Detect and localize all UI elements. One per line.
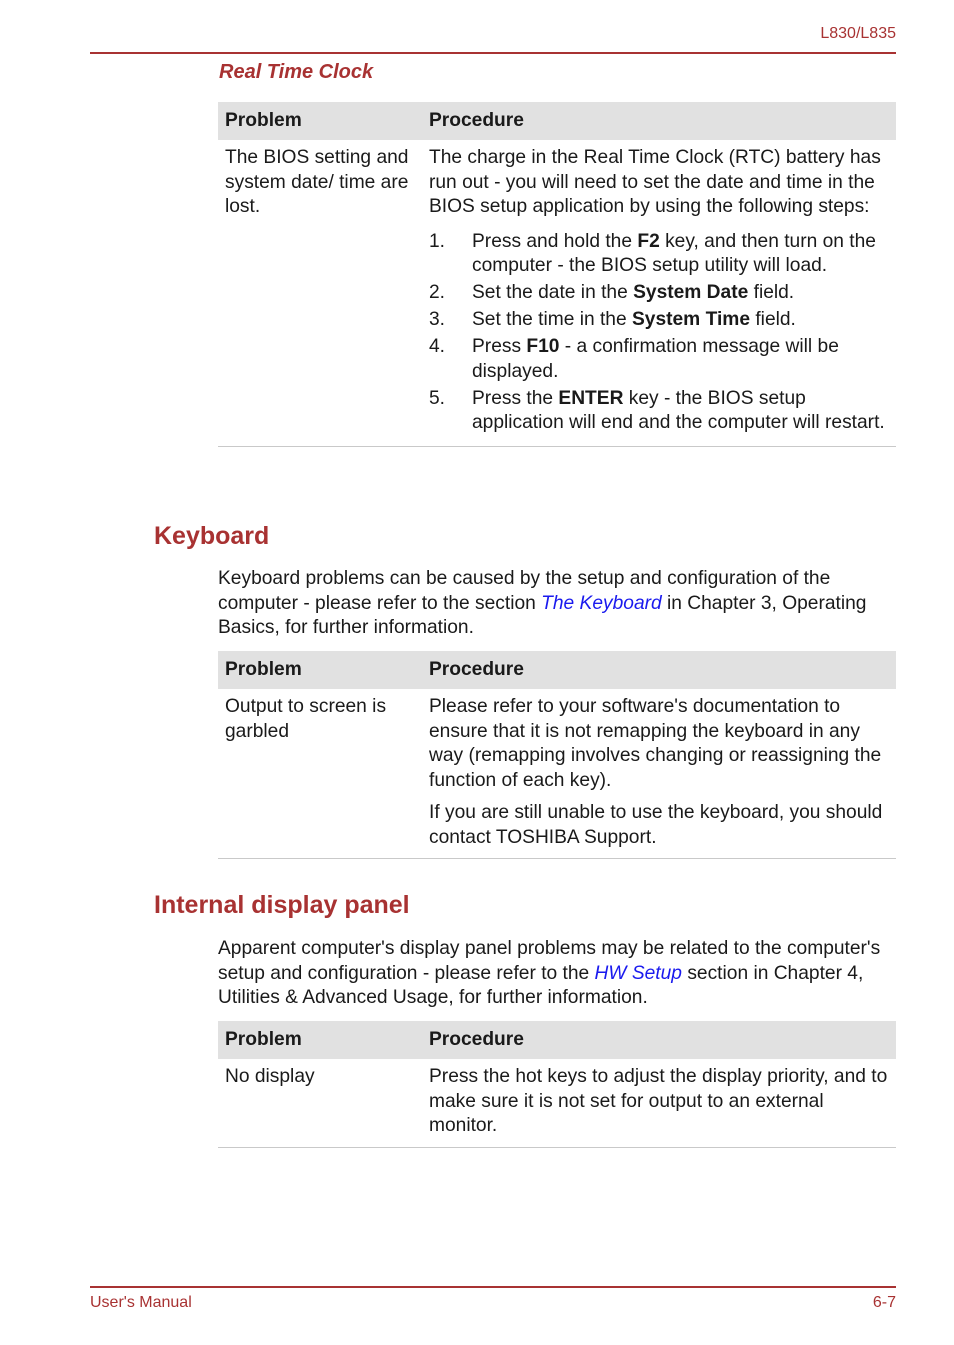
step-text: key - the BIOS setup application will end and the computer will restart. <box>472 387 885 433</box>
rtc-subheading: Real Time Clock <box>219 61 374 83</box>
table-row <box>218 140 896 447</box>
step-key: F10 <box>526 336 560 357</box>
problem-cell <box>218 689 422 859</box>
intro-text: in Chapter 3, Operating Basics, for further information. <box>218 592 867 638</box>
procedure-column-header: Procedure <box>422 651 896 689</box>
header-rule <box>90 52 896 54</box>
intro-text: section in Chapter 4, Utilities & Advanced Usage, for further information. <box>218 962 864 1008</box>
problem-column-header: Problem <box>218 1021 422 1059</box>
step-item <box>429 335 889 384</box>
display-table-header <box>218 1021 896 1059</box>
step-item <box>429 281 889 306</box>
page-number: 6-7 <box>872 1294 896 1311</box>
keyboard-table-header <box>218 651 896 689</box>
step-number: 4. <box>429 336 446 357</box>
step-key: F2 <box>637 230 660 252</box>
keyboard-table <box>218 651 896 859</box>
step-text: field. <box>748 282 795 303</box>
step-key: ENTER <box>558 387 624 409</box>
procedure-intro: The charge in the Real Time Clock (RTC) battery has run out - you will need to set the date and time in the BIOS setup application by using the following steps: <box>429 147 881 217</box>
problem-cell <box>218 140 422 447</box>
step-text: Press and hold the <box>472 230 638 252</box>
hw-setup-link[interactable]: HW Setup <box>594 962 682 984</box>
step-number: 2. <box>429 282 446 303</box>
step-text: - a confirmation message will be displayed. <box>472 336 839 382</box>
document-model-header: L830/L835 <box>820 25 896 42</box>
problem-cell <box>218 1059 422 1147</box>
step-text: Set the time in the <box>472 309 632 330</box>
step-key: System Date <box>633 282 749 303</box>
step-item <box>429 308 889 333</box>
footer-manual-title: User's Manual <box>90 1294 192 1311</box>
procedure-cell <box>422 1059 896 1147</box>
procedure-column-header: Procedure <box>422 102 896 140</box>
problem-column-header: Problem <box>218 102 422 140</box>
display-section-title: Internal display panel <box>154 891 410 919</box>
step-text: key, and then turn on the computer - the BIOS setup utility will load. <box>472 230 876 276</box>
step-item <box>429 230 889 279</box>
step-text: field. <box>750 309 796 330</box>
display-intro <box>218 937 896 1011</box>
step-key: System Time <box>631 309 751 330</box>
procedure-cell <box>422 689 896 859</box>
procedure-text: Please refer to your software's documentation to ensure that it is not remapping the keyboard in any way (remapping involves changing or reassigning the function of each key). <box>429 696 882 791</box>
display-table <box>218 1021 896 1148</box>
procedure-text: If you are still unable to use the keyboard, you should contact TOSHIBA Support. <box>429 802 883 848</box>
rtc-table <box>218 102 896 447</box>
step-item <box>429 387 889 436</box>
keyboard-intro <box>218 567 896 641</box>
procedure-cell <box>422 140 896 447</box>
step-text: Set the date in the <box>472 282 634 303</box>
table-row <box>218 1059 896 1147</box>
step-number: 3. <box>429 309 446 330</box>
keyboard-section-title: Keyboard <box>154 522 270 550</box>
step-number: 5. <box>429 387 446 409</box>
problem-text: The BIOS setting and system date/ time are lost. <box>225 147 409 217</box>
problem-text: Output to screen is garbled <box>225 696 387 742</box>
intro-text: Keyboard problems can be caused by the setup and configuration of the computer - please refer to the section <box>218 568 831 614</box>
table-row <box>218 689 896 859</box>
rtc-table-header <box>218 102 896 140</box>
problem-column-header: Problem <box>218 651 422 689</box>
the-keyboard-link[interactable]: The Keyboard <box>541 592 662 614</box>
procedure-text: Press the hot keys to adjust the display priority, and to make sure it is not set for output to an external monitor. <box>429 1066 888 1136</box>
procedure-column-header: Procedure <box>422 1021 896 1059</box>
procedure-steps <box>429 230 889 436</box>
footer-rule <box>90 1286 896 1288</box>
step-number: 1. <box>429 230 446 252</box>
intro-text: Apparent computer's display panel problems may be related to the computer's setup and configuration - please refer to the <box>218 938 881 984</box>
problem-text: No display <box>225 1066 315 1087</box>
step-text: Press <box>472 336 527 357</box>
step-text: Press the <box>472 387 559 409</box>
